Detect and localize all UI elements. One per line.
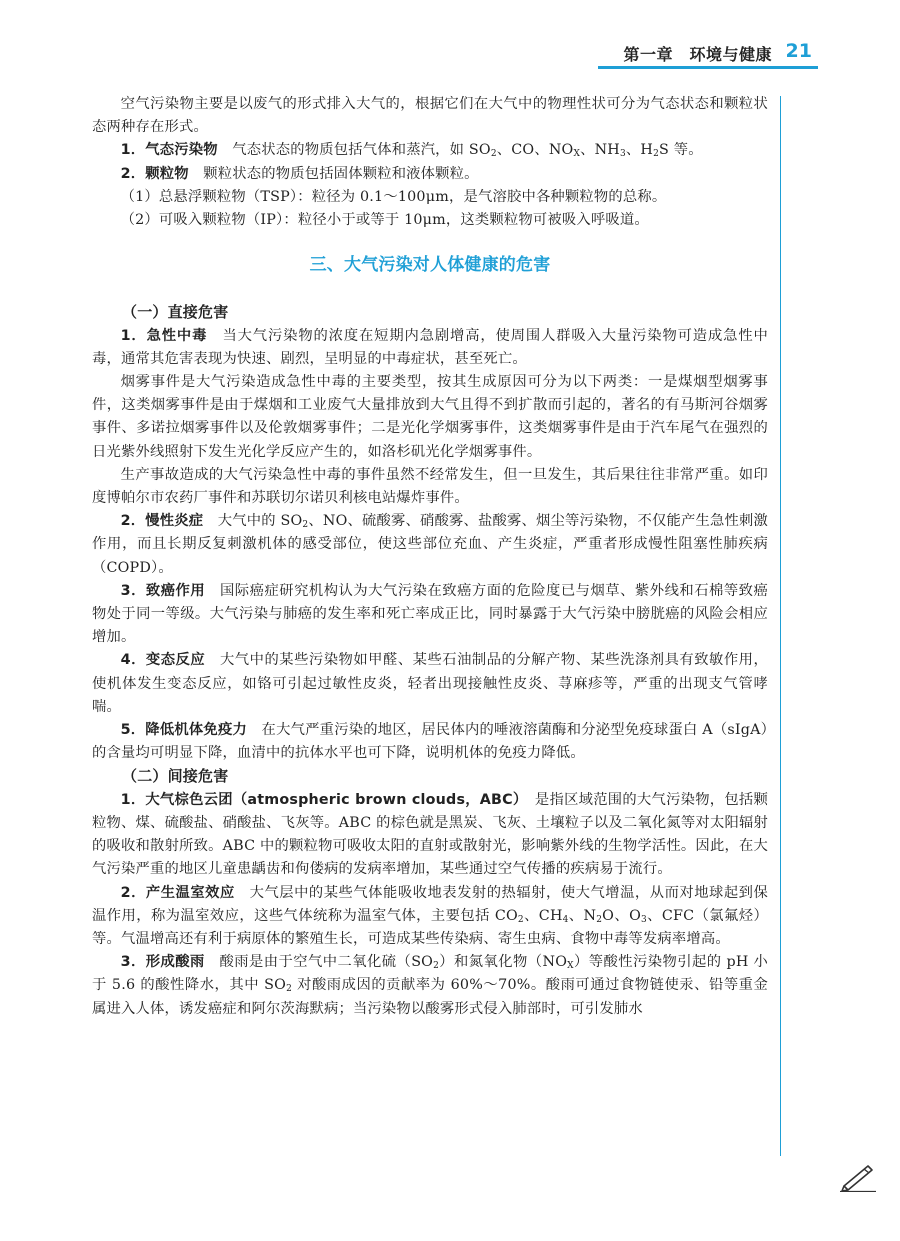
acid-rain-paragraph: 3．形成酸雨 酸雨是由于空气中二氧化硫$(SO_2)$和氮氧化物$(NO_X)$等酸性污染物引起的 pH 小于 5.6 的酸性降水，其中 $SO_2$ 对酸雨成因的贡献率为 60%～70%。酸雨可通过食物链使汞、铅等重金属进入人体，诱发癌症和阿尔茨海默病；当污染物以酸雾形式侵入肺部时，可引发肺水: [92, 954, 768, 1017]
acute-poisoning-label: 1．急性中毒: [120, 327, 208, 344]
indirect-harm-title: （二）间接危害: [122, 767, 229, 786]
carcinogenic-paragraph: 3．致癌作用 国际癌症研究机构认为大气污染在致癌方面的危险度已与烟草、紫外线和石棉等致癌物处于同一等级。大气污染与肺癌的发生率和死亡率成正比，同时暴露于大气污染中膀胱癌的风险会相应增加。: [92, 582, 768, 646]
intro-paragraph: 空气污染物主要是以废气的形式排入大气的，根据它们在大气中的物理性状可分为气态状态和颗粒状态两种存在形式。: [92, 96, 768, 136]
tsp-paragraph: （1）总悬浮颗粒物（TSP）：粒径为 0.1～100μm，是气溶胶中各种颗粒物的总称。: [120, 188, 667, 205]
abc-paragraph: 1．大气棕色云团（atmospheric brown clouds，ABC） 是指区域范围的大气污染物，包括颗粒物、煤、硫酸盐、硝酸盐、飞灰等。ABC 的棕色就是黑炭、飞灰、土壤粒子以及二氧化氮等对太阳辐射的吸收和散射所致。ABC 中的颗粒物可吸收太阳的直射或散射光，影响紫外线的生物学活性。因此，在大气污染严重的地区儿童患龋齿和佝偻病的发病率增加，某些通过空气传播的疾病易于流行。: [92, 791, 768, 878]
pen-icon: [838, 1162, 878, 1192]
page-number: 21: [785, 40, 812, 62]
margin-rule: [780, 96, 781, 1156]
header-rule: [598, 66, 818, 69]
particulate-paragraph: 2．颗粒物 颗粒状态的物质包括固体颗粒和液体颗粒。: [120, 165, 479, 182]
carcinogenic-label: 3．致癌作用: [120, 582, 206, 599]
particulate-label: 2．颗粒物: [120, 165, 189, 182]
acute-poisoning-paragraph: 1．急性中毒 当大气污染物的浓度在短期内急剧增高，使周围人群吸入大量污染物可造成急性中毒，通常其危害表现为快速、剧烈，呈明显的中毒症状，甚至死亡。: [92, 327, 768, 367]
allergy-paragraph: 4．变态反应 大气中的某些污染物如甲醛、某些石油制品的分解产物、某些洗涤剂具有致敏作用，使机体发生变态反应，如铬可引起过敏性皮炎，轻者出现接触性皮炎、荨麻疹等，严重的出现支气管哮喘。: [92, 652, 768, 715]
ip-paragraph: （2）可吸入颗粒物（IP）：粒径小于或等于 10μm，这类颗粒物可被吸入呼吸道。: [120, 212, 649, 229]
page-header: [0, 38, 900, 74]
greenhouse-label: 2．产生温室效应: [120, 884, 235, 901]
immunity-paragraph: 5．降低机体免疫力 在大气严重污染的地区，居民体内的唾液溶菌酶和分泌型免疫球蛋白 A（sIgA）的含量均可明显下降，血清中的抗体水平也可下降，说明机体的免疫力降低。: [92, 722, 768, 762]
section-title: 三、大气污染对人体健康的危害: [309, 255, 551, 276]
page-body: [92, 93, 768, 1021]
immunity-label: 5．降低机体免疫力: [120, 722, 248, 739]
chronic-inflammation-label: 2．慢性炎症: [120, 513, 204, 530]
gaseous-pollutants-label: 1．气态污染物: [120, 142, 218, 159]
chapter-title: 第一章 环境与健康: [623, 45, 772, 64]
direct-harm-title: （一）直接危害: [122, 303, 229, 322]
accident-paragraph: 生产事故造成的大气污染急性中毒的事件虽然不经常发生，但一旦发生，其后果往往非常严重。如印度博帕尔市农药厂事件和苏联切尔诺贝利核电站爆炸事件。: [92, 466, 768, 507]
allergy-label: 4．变态反应: [120, 652, 206, 669]
chronic-inflammation-paragraph: 2．慢性炎症 大气中的 $SO_2$、NO、硫酸雾、硝酸雾、盐酸雾、烟尘等污染物，不仅能产生急性刺激作用，而且长期反复刺激机体的感受部位，使这些部位充血、产生炎症，严重者形成慢性阻塞性肺疾病（COPD）。: [92, 513, 768, 576]
smog-paragraph: 烟雾事件是大气污染造成急性中毒的主要类型，按其生成原因可分为以下两类：一是煤烟型烟雾事件，这类烟雾事件是由于煤烟和工业废气大量排放到大气且得不到扩散而引起的，著名的有马斯河谷烟雾事件、多诺拉烟雾事件以及伦敦烟雾事件；二是光化学烟雾事件，这类烟雾事件是由于汽车尾气在强烈的日光紫外线照射下发生光化学反应产生的，如洛杉矶光化学烟雾事件。: [92, 374, 768, 460]
greenhouse-paragraph: 2．产生温室效应 大气层中的某些气体能吸收地表发射的热辐射，使大气增温，从而对地球起到保温作用，称为温室效应，这些气体统称为温室气体，主要包括 $CO_2$、$CH_4$、$N_2O$、$O_3$、CFC（氯氟烃）等。气温增高还有利于病原体的繁殖生长，可造成某些传染病、寄生虫病、食物中毒等发病率增高。: [92, 884, 768, 947]
acid-rain-label: 3．形成酸雨: [120, 954, 205, 971]
abc-label: 1．大气棕色云团（atmospheric brown clouds，ABC）: [120, 791, 521, 808]
gaseous-pollutants-paragraph: 1．气态污染物 气态状态的物质包括气体和蒸汽，如 $SO_2$、CO、$NO_X$、$NH_3$、$H_2S$ 等。: [120, 142, 703, 160]
